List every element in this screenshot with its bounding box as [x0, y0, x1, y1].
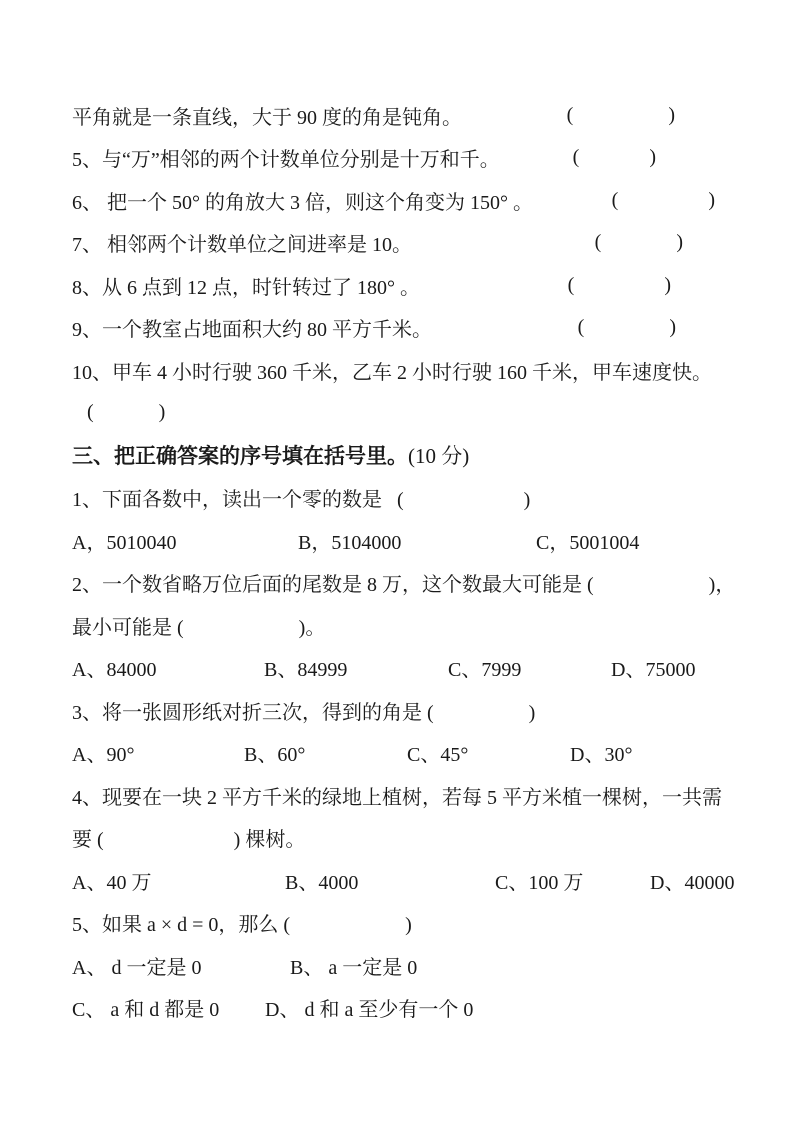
option-d: D、 d 和 a 至少有一个 0 — [265, 999, 474, 1022]
judge-item-text: 8、从 6 点到 12 点，时针转过了 180° 。 — [72, 276, 420, 299]
option-a: A、40 万 — [72, 871, 152, 894]
judge-item-9 — [72, 307, 793, 350]
option-a: A，5010040 — [72, 531, 177, 554]
option-a: A、90° — [72, 744, 135, 767]
option-d: D、40000 — [650, 871, 735, 894]
option-a: A、 d 一定是 0 — [72, 956, 202, 979]
question-4-stem — [72, 774, 793, 817]
option-c: C、100 万 — [495, 871, 584, 894]
question-3-stem — [72, 689, 793, 732]
option-c: C、 a 和 d 都是 0 — [72, 999, 220, 1022]
question-1-options — [72, 519, 793, 562]
judge-item-text: 7、 相邻两个计数单位之间进率是 10。 — [72, 234, 412, 257]
question-stem-text: 4、现要在一块 2 平方千米的绿地上植树，若每 5 平方米植一棵树，一共需 — [72, 786, 722, 809]
answer-bracket: ( ) — [594, 231, 683, 254]
question-4-options — [72, 859, 793, 902]
judge-item-10-bracket-line — [72, 392, 793, 435]
option-b: B、 a 一定是 0 — [290, 956, 418, 979]
question-stem-text: 要 ( ) 棵树。 — [72, 829, 306, 852]
question-stem-text: 1、下面各数中，读出一个零的数是 ( ) — [72, 489, 531, 512]
question-5-options-row-2 — [72, 987, 793, 1030]
question-2-stem-line2 — [72, 604, 793, 647]
option-b: B、84999 — [264, 659, 348, 682]
option-c: C、7999 — [448, 659, 522, 682]
judge-item-text: 9、一个教室占地面积大约 80 平方千米。 — [72, 319, 432, 342]
answer-bracket: ( ) — [566, 103, 675, 126]
option-d: D、30° — [570, 744, 633, 767]
answer-bracket: ( ) — [577, 316, 676, 339]
question-stem-text: 5、如果 a × d = 0，那么 ( ) — [72, 914, 412, 937]
judge-item-text: 10、甲车 4 小时行驶 360 千米，乙车 2 小时行驶 160 千米，甲车速度快。 — [72, 361, 712, 384]
question-5-stem — [72, 902, 793, 945]
judge-item-6 — [72, 179, 793, 222]
judge-item-text: 平角就是一条直线，大于 90 度的角是钝角。 — [72, 106, 462, 129]
judge-item-10 — [72, 349, 793, 392]
section-3-score: (10 分) — [408, 444, 470, 469]
option-a: A、84000 — [72, 659, 157, 682]
answer-bracket: ( ) — [572, 146, 656, 169]
judge-item-4-continuation — [72, 94, 793, 137]
judge-item-8 — [72, 264, 793, 307]
question-2-options — [72, 647, 793, 690]
option-d: D、75000 — [611, 659, 696, 682]
question-2-stem — [72, 562, 793, 605]
question-stem-text: 最小可能是 ( )。 — [72, 616, 326, 639]
test-paper-content — [72, 94, 793, 1029]
question-4-stem-line2 — [72, 817, 793, 860]
answer-bracket: ( ) — [611, 188, 715, 211]
section-3-title: 三、把正确答案的序号填在括号里。 — [72, 444, 408, 469]
option-c: C、45° — [407, 744, 469, 767]
option-b: B、4000 — [285, 871, 359, 894]
option-b: B、60° — [244, 744, 306, 767]
question-5-options-row-1 — [72, 944, 793, 987]
judge-item-7 — [72, 222, 793, 265]
answer-bracket: ( ) — [567, 273, 671, 296]
question-stem-text: 3、将一张圆形纸对折三次，得到的角是 ( ) — [72, 701, 536, 724]
judge-item-5 — [72, 137, 793, 180]
answer-bracket: ( ) — [72, 401, 166, 424]
option-c: C，5001004 — [536, 531, 640, 554]
question-stem-text: 2、一个数省略万位后面的尾数是 8 万，这个数最大可能是 ( )， — [72, 574, 736, 597]
section-3-heading — [72, 434, 793, 477]
question-1-stem — [72, 477, 793, 520]
judge-item-text: 5、与“万”相邻的两个计数单位分别是十万和千。 — [72, 149, 500, 172]
question-3-options — [72, 732, 793, 775]
option-b: B，5104000 — [298, 531, 402, 554]
judge-item-text: 6、 把一个 50° 的角放大 3 倍，则这个角变为 150° 。 — [72, 191, 533, 214]
